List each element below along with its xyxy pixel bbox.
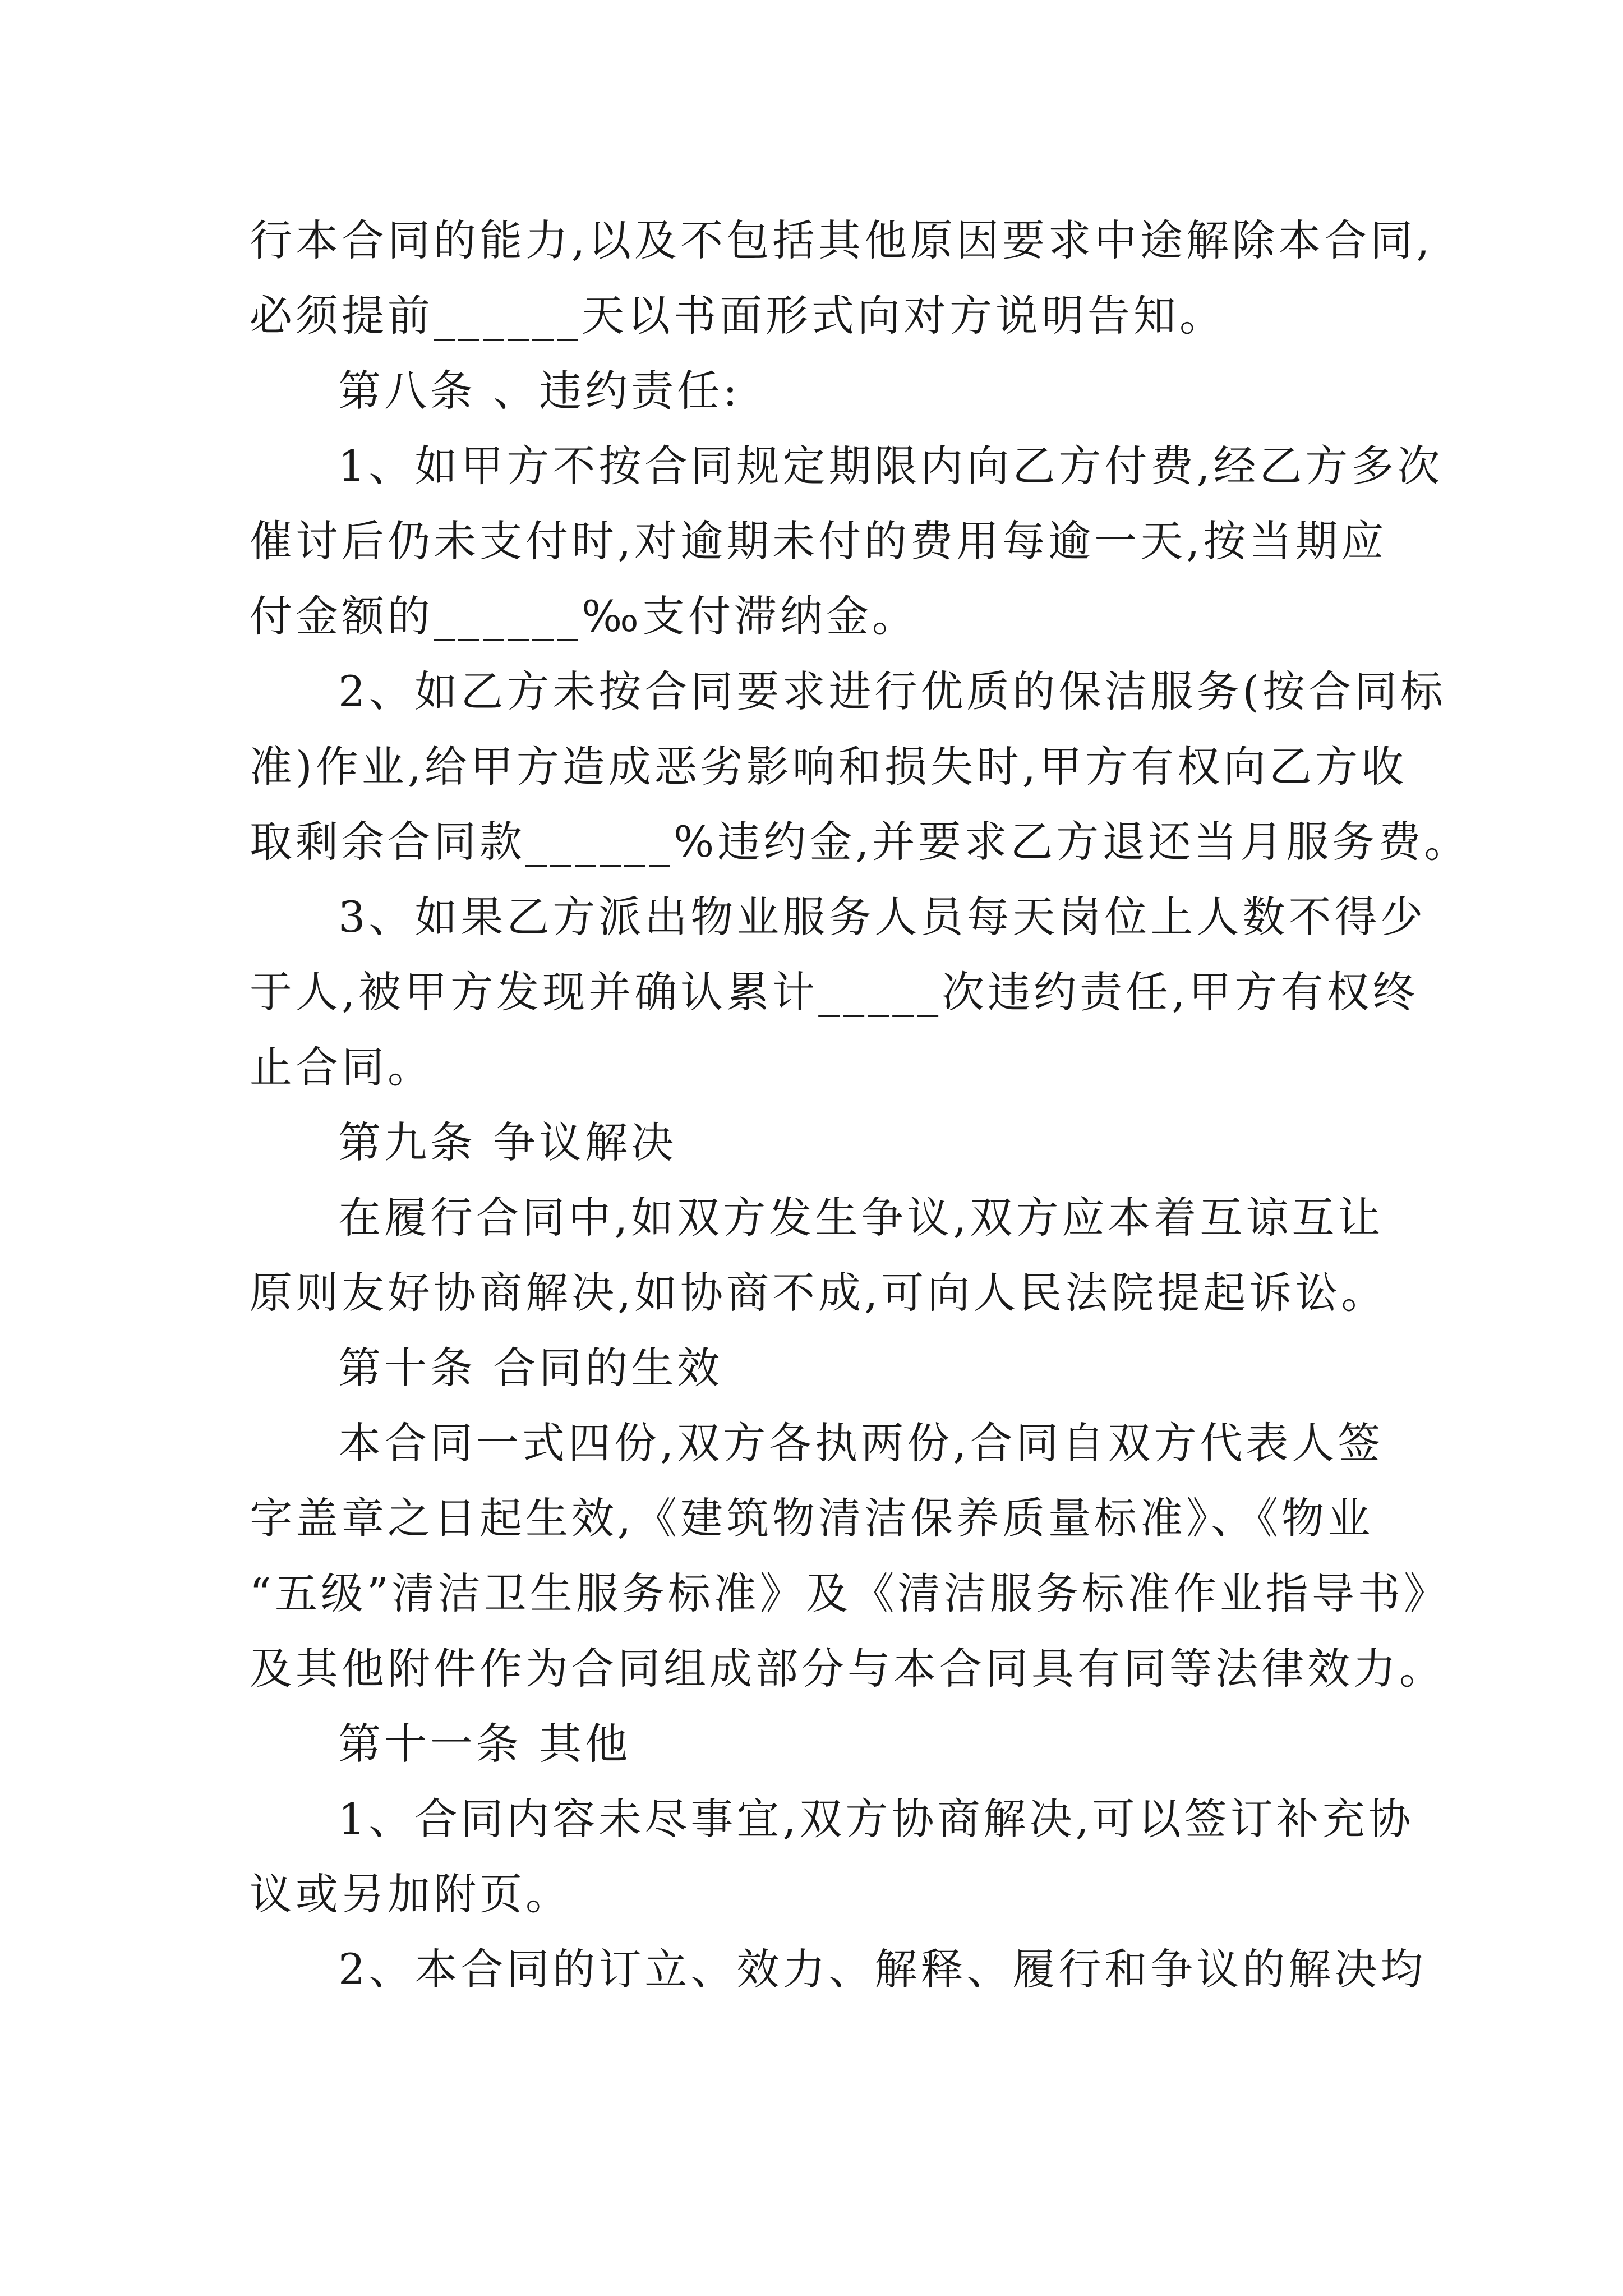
section-heading: 第十一条 其他 — [338, 1719, 631, 1769]
text-line: 必须提前______天以书面形式向对方说明告知。 — [250, 291, 1225, 341]
text-line: 3、如果乙方派出物业服务人员每天岗位上人数不得少 — [338, 892, 1427, 942]
text-line: 1、如甲方不按合同规定期限内向乙方付费,经乙方多次 — [338, 441, 1444, 491]
text-line: 及其他附件作为合同组成部分与本合同具有同等法律效力。 — [250, 1644, 1445, 1694]
text-line: 1、合同内容未尽事宜,双方协商解决,可以签订补充协 — [338, 1794, 1414, 1844]
text-line: 在履行合同中,如双方发生争议,双方应本着互谅互让 — [338, 1193, 1384, 1243]
section-heading: 第八条 、违约责任: — [338, 366, 741, 416]
text-line: 付金额的______‰支付滞纳金。 — [250, 591, 918, 641]
text-line: 催讨后仍未支付时,对逾期未付的费用每逾一天,按当期应 — [250, 516, 1387, 566]
text-line: 本合同一式四份,双方各执两份,合同自双方代表人签 — [338, 1418, 1384, 1468]
text-line: 原则友好协商解决,如协商不成,可向人民法院提起诉讼。 — [250, 1268, 1387, 1318]
text-line: 行本合同的能力,以及不包括其他原因要求中途解除本合同, — [250, 215, 1433, 265]
text-line: 字盖章之日起生效,《建筑物清洁保养质量标准》、《物业 — [250, 1493, 1374, 1543]
text-line: 议或另加附页。 — [250, 1869, 571, 1919]
text-line: 止合同。 — [250, 1042, 434, 1092]
text-line: 准)作业,给甲方造成恶劣影响和损失时,甲方有权向乙方收 — [250, 742, 1407, 792]
section-heading: 第十条 合同的生效 — [338, 1343, 723, 1393]
text-line: 取剩余合同款______%违约金,并要求乙方退还当月服务费。 — [250, 817, 1470, 867]
text-line: “五级”清洁卫生服务标准》及《清洁服务标准作业指导书》 — [250, 1568, 1450, 1618]
text-line: 2、如乙方未按合同要求进行优质的保洁服务(按合同标 — [338, 666, 1447, 716]
text-line: 于人,被甲方发现并确认累计_____次违约责任,甲方有权终 — [250, 967, 1419, 1017]
document-body — [250, 203, 1470, 2007]
section-heading: 第九条 争议解决 — [338, 1117, 677, 1167]
text-line: 2、本合同的订立、效力、解释、履行和争议的解决均 — [338, 1944, 1427, 1994]
